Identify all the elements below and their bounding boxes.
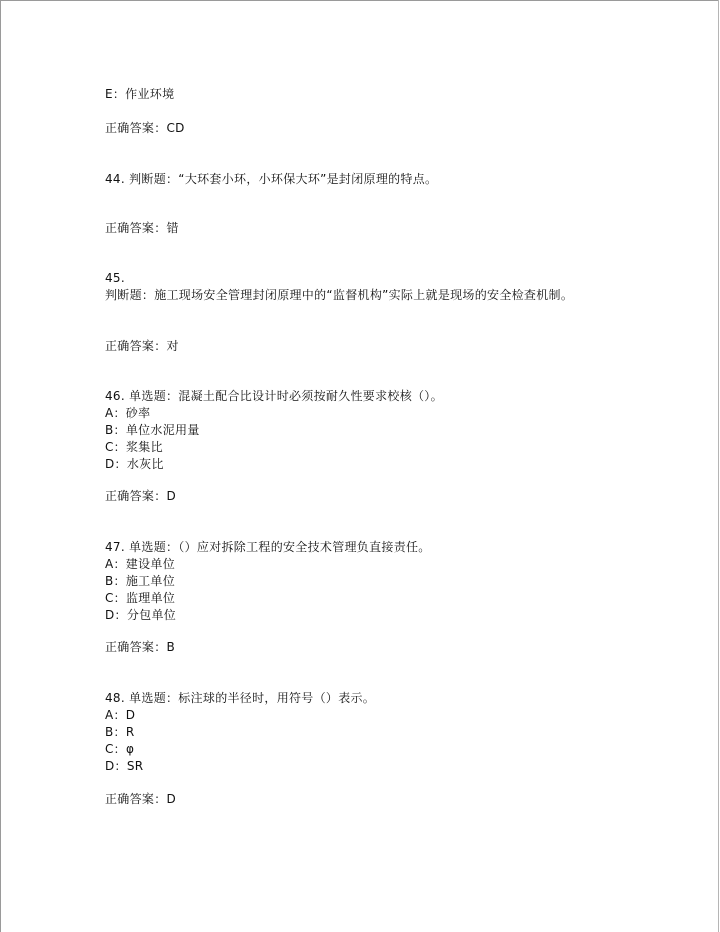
q47-question: 47. 单选题：（）应对拆除工程的安全技术管理负直接责任。 bbox=[105, 540, 431, 554]
q47-option-b: B：施工单位 bbox=[105, 574, 176, 588]
q48-answer: 正确答案：D bbox=[105, 792, 177, 806]
page-border-top bbox=[0, 0, 718, 1]
q46-answer: 正确答案：D bbox=[105, 489, 177, 503]
q47-option-a: A：建设单位 bbox=[105, 557, 176, 571]
q48-question: 48. 单选题：标注球的半径时，用符号（）表示。 bbox=[105, 691, 376, 705]
q48-option-d: D：SR bbox=[105, 759, 144, 773]
q44-question: 44. 判断题：“大环套小环，小环保大环”是封闭原理的特点。 bbox=[105, 172, 438, 186]
q45-answer: 正确答案：对 bbox=[105, 339, 179, 353]
q45-question: 判断题：施工现场安全管理封闭原理中的“监督机构”实际上就是现场的安全检查机制。 bbox=[105, 288, 574, 302]
q45-number: 45. bbox=[105, 271, 125, 285]
q47-option-c: C：监理单位 bbox=[105, 591, 176, 605]
q46-question: 46. 单选题：混凝土配合比设计时必须按耐久性要求校核（）。 bbox=[105, 389, 443, 403]
q48-option-c: C：φ bbox=[105, 742, 135, 756]
q44-answer: 正确答案：错 bbox=[105, 221, 179, 235]
q46-option-c: C：浆集比 bbox=[105, 440, 163, 454]
page-border-left bbox=[0, 0, 1, 932]
q47-option-d: D：分包单位 bbox=[105, 608, 177, 622]
q46-option-b: B：单位水泥用量 bbox=[105, 423, 200, 437]
q43-option-e: E：作业环境 bbox=[105, 87, 175, 101]
q48-option-b: B：R bbox=[105, 725, 135, 739]
q46-option-a: A：砂率 bbox=[105, 406, 151, 420]
q47-answer: 正确答案：B bbox=[105, 640, 176, 654]
q43-answer: 正确答案：CD bbox=[105, 121, 185, 135]
q48-option-a: A：D bbox=[105, 708, 136, 722]
q46-option-d: D：水灰比 bbox=[105, 457, 164, 471]
page-border-right bbox=[718, 0, 719, 932]
